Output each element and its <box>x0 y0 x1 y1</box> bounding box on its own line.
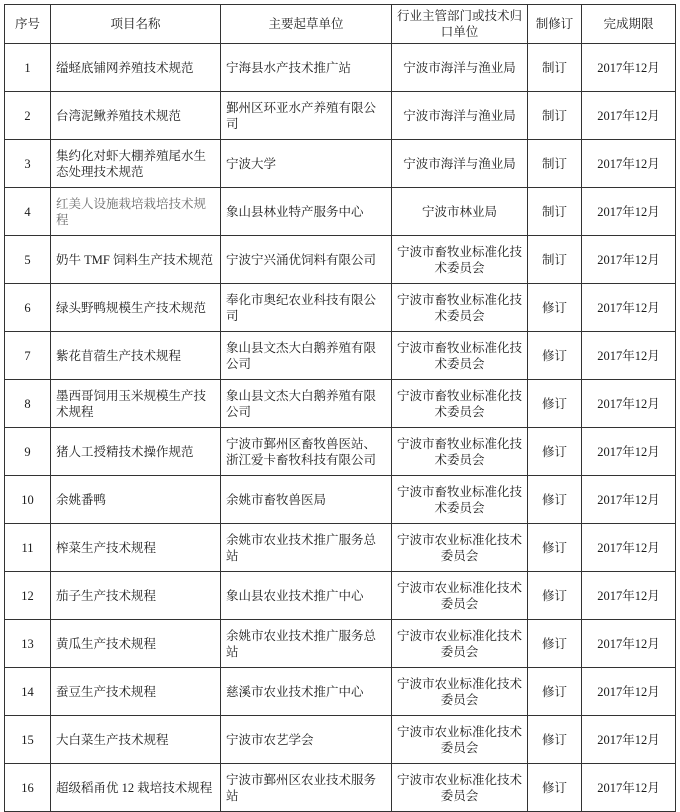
row-index-cell: 14 <box>5 668 51 716</box>
project-name-cell: 集约化对虾大棚养殖尾水生态处理技术规范 <box>51 140 221 188</box>
department-cell: 宁波市海洋与渔业局 <box>392 44 528 92</box>
row-index-cell: 5 <box>5 236 51 284</box>
deadline-cell: 2017年12月 <box>582 428 676 476</box>
table-row <box>5 188 676 236</box>
department-cell: 宁波市农业标准化技术委员会 <box>392 668 528 716</box>
revision-type-cell: 修订 <box>528 284 582 332</box>
department-cell: 宁波市林业局 <box>392 188 528 236</box>
deadline-cell: 2017年12月 <box>582 140 676 188</box>
revision-type-cell: 制订 <box>528 188 582 236</box>
deadline-cell: 2017年12月 <box>582 524 676 572</box>
deadline-cell: 2017年12月 <box>582 476 676 524</box>
department-cell: 宁波市农业标准化技术委员会 <box>392 572 528 620</box>
project-name-cell: 黄瓜生产技术规程 <box>51 620 221 668</box>
drafting-unit-cell: 宁波市鄞州区农业技术服务站 <box>221 764 392 812</box>
deadline-cell: 2017年12月 <box>582 764 676 812</box>
revision-type-cell: 修订 <box>528 476 582 524</box>
row-index-cell: 13 <box>5 620 51 668</box>
table-body <box>5 44 676 812</box>
row-index-cell: 8 <box>5 380 51 428</box>
table-row <box>5 140 676 188</box>
deadline-cell: 2017年12月 <box>582 572 676 620</box>
row-index-cell: 11 <box>5 524 51 572</box>
table-row <box>5 284 676 332</box>
header-revision-type: 制修订 <box>528 5 582 44</box>
project-name-cell: 茄子生产技术规程 <box>51 572 221 620</box>
department-cell: 宁波市农业标准化技术委员会 <box>392 716 528 764</box>
table-row <box>5 572 676 620</box>
drafting-unit-cell: 余姚市农业技术推广服务总站 <box>221 620 392 668</box>
deadline-cell: 2017年12月 <box>582 188 676 236</box>
project-name-cell: 红美人设施栽培栽培技术规程 <box>51 188 221 236</box>
revision-type-cell: 修订 <box>528 620 582 668</box>
revision-type-cell: 修订 <box>528 764 582 812</box>
drafting-unit-cell: 象山县农业技术推广中心 <box>221 572 392 620</box>
row-index-cell: 6 <box>5 284 51 332</box>
revision-type-cell: 制订 <box>528 140 582 188</box>
deadline-cell: 2017年12月 <box>582 236 676 284</box>
department-cell: 宁波市农业标准化技术委员会 <box>392 764 528 812</box>
row-index-cell: 4 <box>5 188 51 236</box>
deadline-cell: 2017年12月 <box>582 380 676 428</box>
project-name-cell: 超级稻甬优 12 栽培技术规程 <box>51 764 221 812</box>
drafting-unit-cell: 象山县文杰大白鹅养殖有限公司 <box>221 332 392 380</box>
deadline-cell: 2017年12月 <box>582 284 676 332</box>
table-row <box>5 476 676 524</box>
table-row <box>5 44 676 92</box>
project-name-cell: 余姚番鸭 <box>51 476 221 524</box>
project-name-cell: 台湾泥鳅养殖技术规范 <box>51 92 221 140</box>
table-row <box>5 428 676 476</box>
revision-type-cell: 制订 <box>528 44 582 92</box>
revision-type-cell: 制订 <box>528 236 582 284</box>
table-header <box>5 5 676 44</box>
revision-type-cell: 修订 <box>528 524 582 572</box>
drafting-unit-cell: 余姚市畜牧兽医局 <box>221 476 392 524</box>
table-row <box>5 236 676 284</box>
revision-type-cell: 制订 <box>528 92 582 140</box>
deadline-cell: 2017年12月 <box>582 620 676 668</box>
revision-type-cell: 修订 <box>528 572 582 620</box>
deadline-cell: 2017年12月 <box>582 332 676 380</box>
standards-table <box>4 4 676 812</box>
drafting-unit-cell: 余姚市农业技术推广服务总站 <box>221 524 392 572</box>
project-name-cell: 大白菜生产技术规程 <box>51 716 221 764</box>
table-row <box>5 764 676 812</box>
table-row <box>5 380 676 428</box>
project-name-cell: 榨菜生产技术规程 <box>51 524 221 572</box>
deadline-cell: 2017年12月 <box>582 668 676 716</box>
drafting-unit-cell: 鄞州区环亚水产养殖有限公司 <box>221 92 392 140</box>
table-row <box>5 620 676 668</box>
table-row <box>5 524 676 572</box>
revision-type-cell: 修订 <box>528 332 582 380</box>
project-name-cell: 紫花苜蓿生产技术规程 <box>51 332 221 380</box>
drafting-unit-cell: 宁波大学 <box>221 140 392 188</box>
header-deadline: 完成期限 <box>582 5 676 44</box>
department-cell: 宁波市农业标准化技术委员会 <box>392 524 528 572</box>
project-name-cell: 墨西哥饲用玉米规模生产技术规程 <box>51 380 221 428</box>
revision-type-cell: 修订 <box>528 668 582 716</box>
header-project-name: 项目名称 <box>51 5 221 44</box>
drafting-unit-cell: 宁波宁兴涌优饲料有限公司 <box>221 236 392 284</box>
department-cell: 宁波市海洋与渔业局 <box>392 140 528 188</box>
project-name-cell: 猪人工授精技术操作规范 <box>51 428 221 476</box>
department-cell: 宁波市畜牧业标准化技术委员会 <box>392 428 528 476</box>
department-cell: 宁波市畜牧业标准化技术委员会 <box>392 380 528 428</box>
revision-type-cell: 修订 <box>528 716 582 764</box>
drafting-unit-cell: 象山县文杰大白鹅养殖有限公司 <box>221 380 392 428</box>
department-cell: 宁波市农业标准化技术委员会 <box>392 620 528 668</box>
row-index-cell: 15 <box>5 716 51 764</box>
deadline-cell: 2017年12月 <box>582 44 676 92</box>
row-index-cell: 16 <box>5 764 51 812</box>
header-supervising-department: 行业主管部门或技术归口单位 <box>392 5 528 44</box>
project-name-cell: 绿头野鸭规模生产技术规范 <box>51 284 221 332</box>
project-name-cell: 奶牛 TMF 饲料生产技术规范 <box>51 236 221 284</box>
drafting-unit-cell: 宁波市农艺学会 <box>221 716 392 764</box>
drafting-unit-cell: 奉化市奥纪农业科技有限公司 <box>221 284 392 332</box>
revision-type-cell: 修订 <box>528 380 582 428</box>
deadline-cell: 2017年12月 <box>582 92 676 140</box>
header-drafting-unit: 主要起草单位 <box>221 5 392 44</box>
drafting-unit-cell: 慈溪市农业技术推广中心 <box>221 668 392 716</box>
header-row <box>5 5 676 44</box>
row-index-cell: 2 <box>5 92 51 140</box>
department-cell: 宁波市畜牧业标准化技术委员会 <box>392 236 528 284</box>
drafting-unit-cell: 宁海县水产技术推广站 <box>221 44 392 92</box>
project-name-cell: 缢蛏底铺网养殖技术规范 <box>51 44 221 92</box>
revision-type-cell: 修订 <box>528 428 582 476</box>
department-cell: 宁波市畜牧业标准化技术委员会 <box>392 332 528 380</box>
row-index-cell: 1 <box>5 44 51 92</box>
row-index-cell: 9 <box>5 428 51 476</box>
row-index-cell: 3 <box>5 140 51 188</box>
header-index: 序号 <box>5 5 51 44</box>
deadline-cell: 2017年12月 <box>582 716 676 764</box>
department-cell: 宁波市海洋与渔业局 <box>392 92 528 140</box>
project-name-cell: 蚕豆生产技术规程 <box>51 668 221 716</box>
row-index-cell: 12 <box>5 572 51 620</box>
drafting-unit-cell: 象山县林业特产服务中心 <box>221 188 392 236</box>
row-index-cell: 7 <box>5 332 51 380</box>
drafting-unit-cell: 宁波市鄞州区畜牧兽医站、浙江爱卡畜牧科技有限公司 <box>221 428 392 476</box>
department-cell: 宁波市畜牧业标准化技术委员会 <box>392 476 528 524</box>
table-row <box>5 716 676 764</box>
table-row <box>5 668 676 716</box>
table-row <box>5 332 676 380</box>
department-cell: 宁波市畜牧业标准化技术委员会 <box>392 284 528 332</box>
row-index-cell: 10 <box>5 476 51 524</box>
table-row <box>5 92 676 140</box>
